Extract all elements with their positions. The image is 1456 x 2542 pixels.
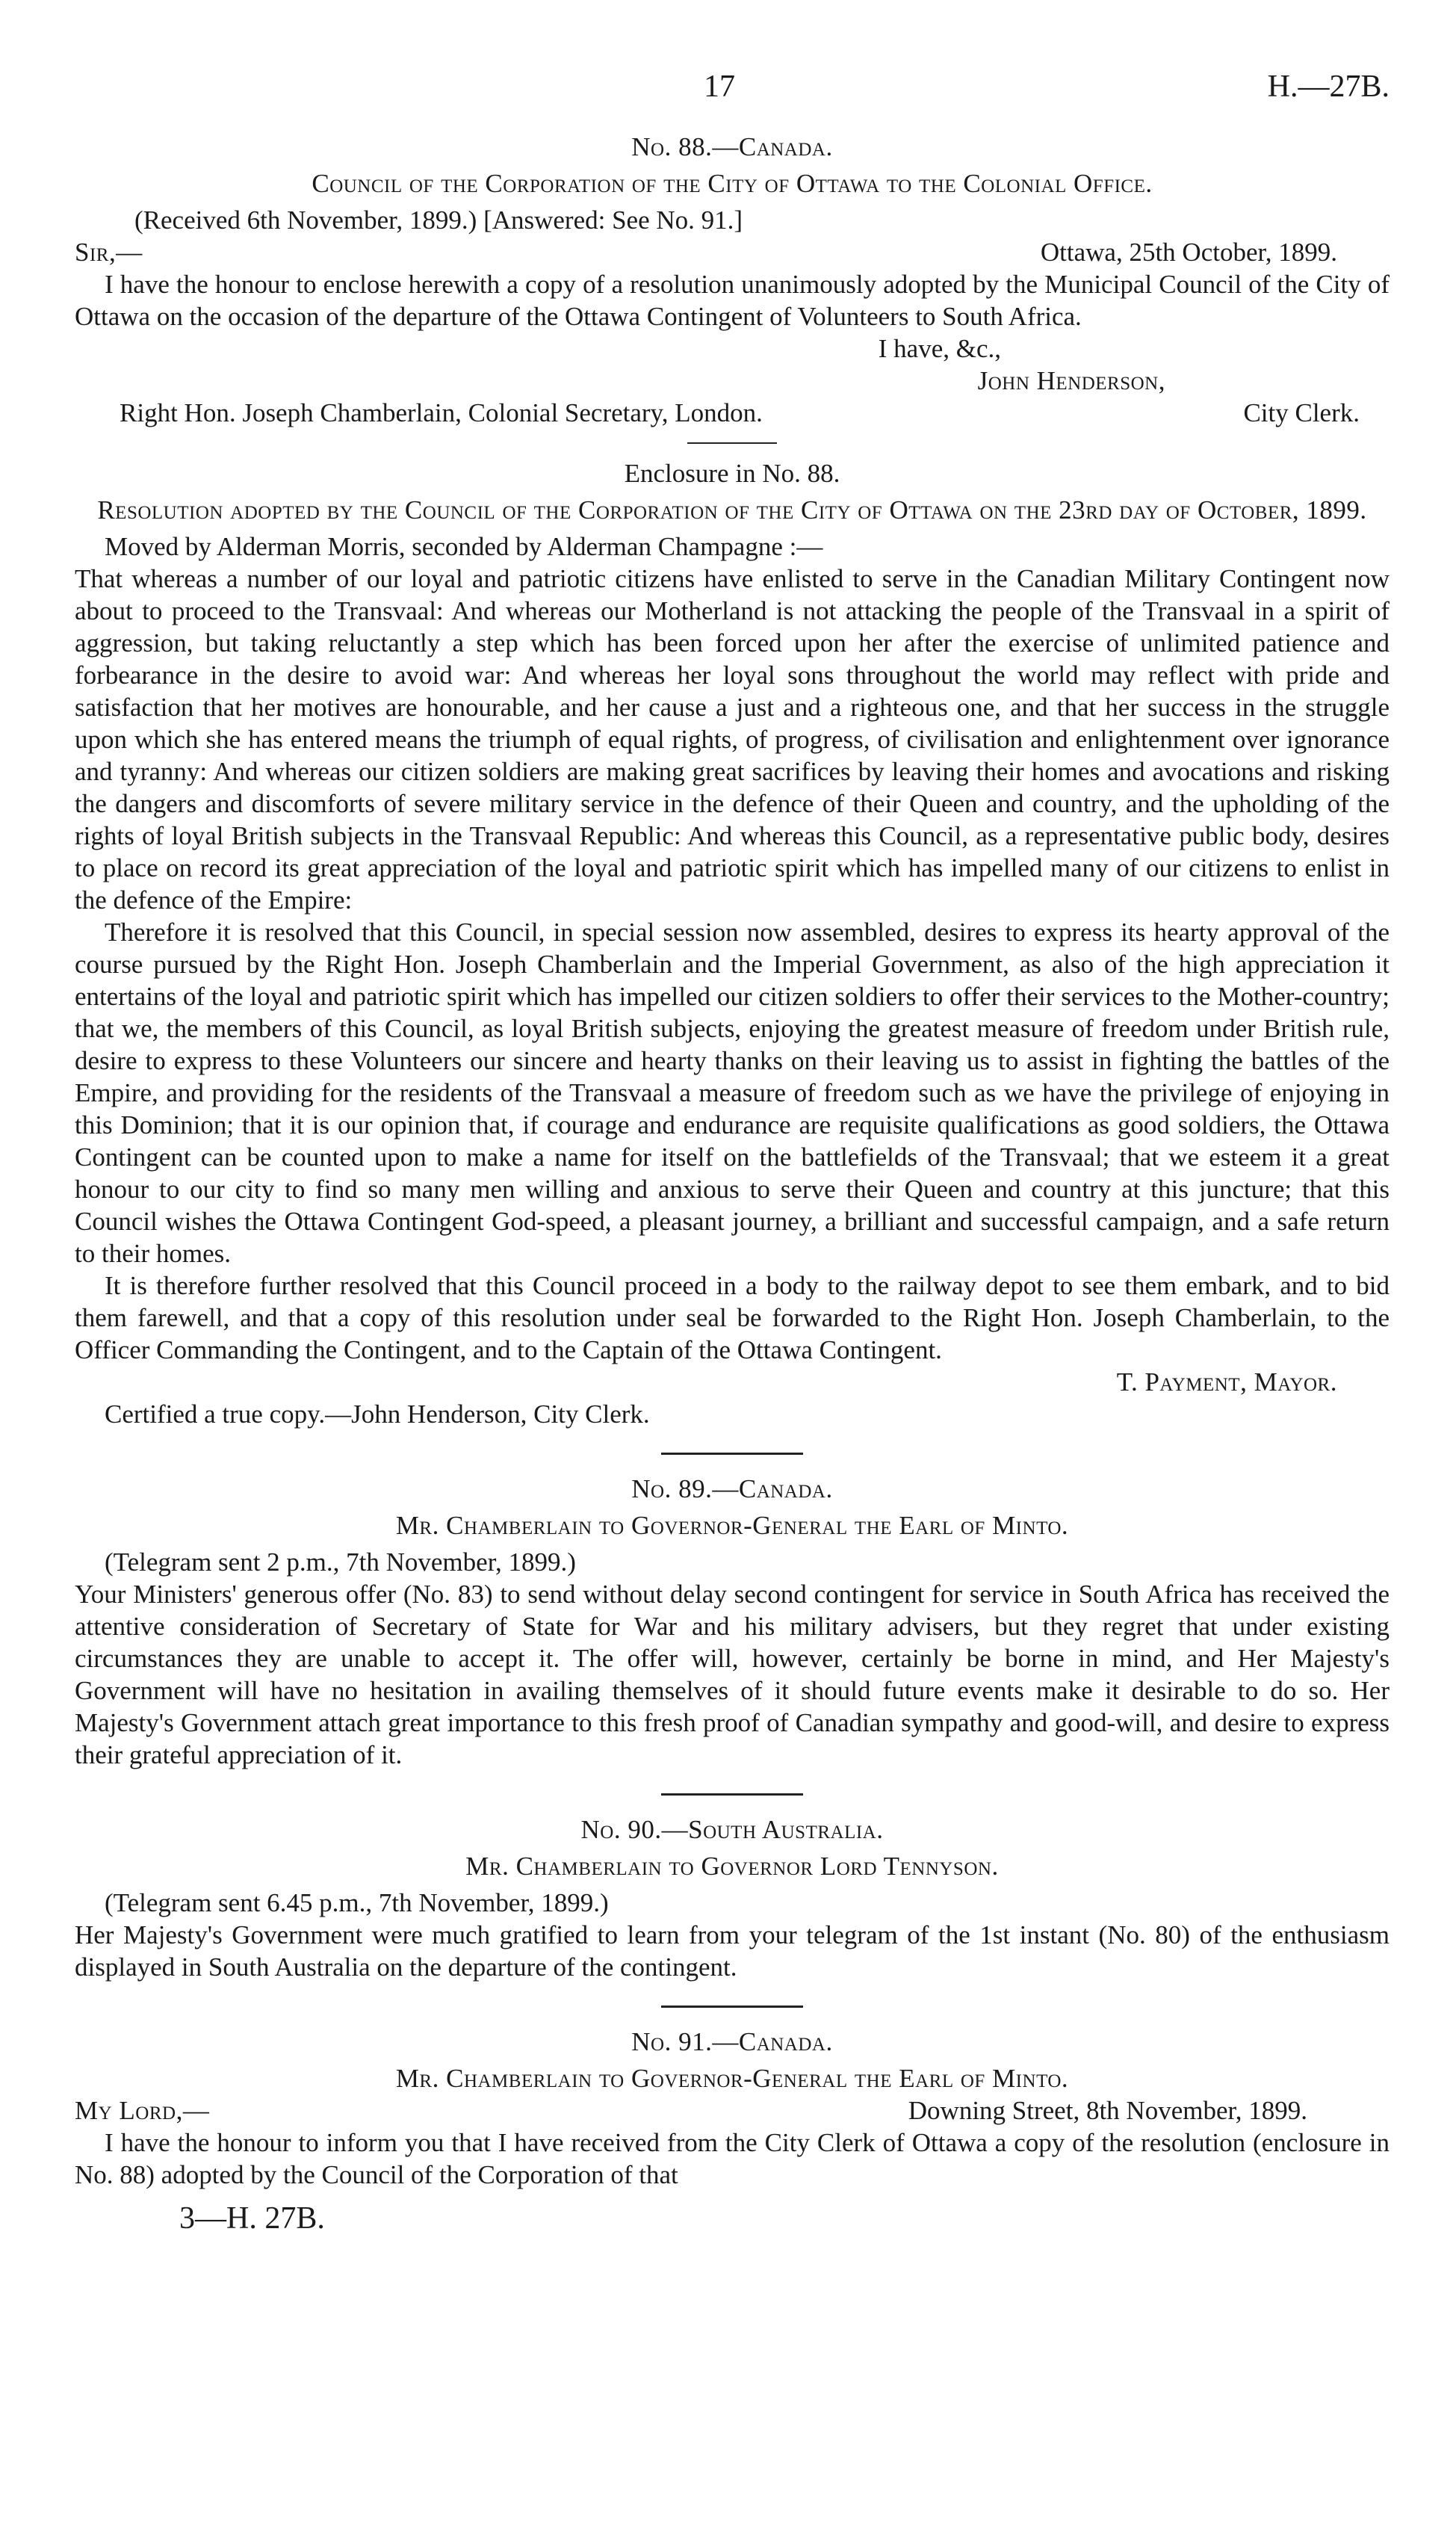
doc90-telegram: (Telegram sent 6.45 p.m., 7th November, 1899.): [105, 1888, 609, 1917]
enclosure88-moved: Moved by Alderman Morris, seconded by Alderman Champagne :—: [105, 532, 823, 561]
doc90-title: Mr. Chamberlain to Governor Lord Tennyson.: [465, 1852, 999, 1881]
doc89-telegram: (Telegram sent 2 p.m., 7th November, 1899.): [105, 1547, 576, 1577]
section-divider: [661, 1453, 803, 1455]
doc88-title: Council of the Corporation of the City of Ottawa to the Colonial Office.: [312, 169, 1153, 198]
enclosure88-mayor: T. Payment, Mayor.: [1116, 1367, 1337, 1397]
enclosure88-heading: Enclosure in No. 88.: [624, 459, 840, 488]
page-header: [75, 71, 1390, 125]
doc89-body: Your Ministers' generous offer (No. 83) to send without delay second contingent for service in South Africa has received the attentive consideration of Secretary of State for War and his military advisers, but they regret that under existing circumstances they are unable to accept it. The offer will, however, certainly be borne in mind, and Her Majesty's Government will have no hesitation in availing themselves of it should future events make it desirable to do so. Her Majesty's Government attach great importance to this fresh proof of Canadian sympathy and good-will, and desire to express their grateful appreciation of it.: [75, 1580, 1390, 1769]
signature-mark: 3—H. 27B.: [179, 2201, 325, 2236]
enclosure88-title: Resolution adopted by the Council of the Corporation of the City of Ottawa on the 23rd day of October, 1899.: [97, 495, 1367, 525]
doc91-salutation: My Lord,—: [75, 2096, 210, 2125]
doc88-signatory-title: City Clerk.: [1243, 398, 1360, 427]
section-divider: [661, 2006, 803, 2008]
enclosure88-para1: That whereas a number of our loyal and patriotic citizens have enlisted to serve in the Canadian Military Contingent now about to proceed to the Transvaal: And whereas our Motherland is not attacking the people of the Transvaal in a spirit of aggression, but taking reluctantly a step which has been forced upon her after the exercise of unlimited patience and forbearance in the desire to avoid war: And whereas her loyal sons throughout the world may reflect with pride and satisfaction that her motives are honourable, and her cause a just and a righteous one, and that her success in the struggle upon which she has entered means the triumph of equal rights, of progress, of civilisation and enlightenment over ignorance and tyranny: And whereas our citizen soldiers are making great sacrifices by leaving their homes and avocations and risking the dangers and discomforts of severe military service in the defence of their Queen and country, and the upholding of the rights of loyal British subjects in the Transvaal Republic: And whereas this Council, as a representative public body, desires to place on record its great appreciation of the loyal and patriotic spirit which has impelled many of our citizens to enlist in the defence of the Empire:: [75, 564, 1390, 915]
doc88-closing: I have, &c.,: [878, 334, 1001, 363]
doc88-received: (Received 6th November, 1899.) [Answered: See No. 91.]: [134, 205, 743, 235]
doc90-number: No. 90.—South Australia.: [580, 1815, 884, 1844]
document-page: [75, 71, 1390, 2235]
section-divider: [687, 442, 777, 444]
doc89-number: No. 89.—Canada.: [631, 1474, 833, 1503]
doc88-number: No. 88.—Canada.: [631, 132, 833, 161]
doc91-body: I have the honour to inform you that I have received from the City Clerk of Ottawa a copy of the resolution (enclosure in No. 88) adopted by the Council of the Corporation of that: [75, 2128, 1390, 2189]
paper-reference: H.—27B.: [1267, 69, 1390, 104]
doc88-signatory: John Henderson,: [977, 366, 1165, 395]
doc88-addressee: Right Hon. Joseph Chamberlain, Colonial Secretary, London.: [120, 398, 763, 427]
doc91-number: No. 91.—Canada.: [631, 2027, 833, 2056]
doc88-place-date: Ottawa, 25th October, 1899.: [1040, 238, 1337, 267]
doc89-title: Mr. Chamberlain to Governor-General the Earl of Minto.: [395, 1511, 1069, 1540]
doc88-salutation: Sir,—: [75, 238, 143, 267]
doc90-body: Her Majesty's Government were much gratified to learn from your telegram of the 1st instant (No. 80) of the enthusiasm displayed in South Australia on the departure of the contingent.: [75, 1920, 1390, 1982]
doc91-title: Mr. Chamberlain to Governor-General the Earl of Minto.: [395, 2064, 1069, 2093]
doc88-body: I have the honour to enclose herewith a copy of a resolution unanimously adopted by the Municipal Council of the City of Ottawa on the occasion of the departure of the Ottawa Contingent of Volunteers to South Africa.: [75, 270, 1390, 331]
enclosure88-certified: Certified a true copy.—John Henderson, City Clerk.: [105, 1400, 650, 1429]
doc91-place-date: Downing Street, 8th November, 1899.: [908, 2096, 1307, 2125]
section-divider: [661, 1793, 803, 1796]
page-number: 17: [704, 69, 735, 104]
enclosure88-para2: Therefore it is resolved that this Council, in special session now assembled, desires to express its hearty approval of the course pursued by the Right Hon. Joseph Chamberlain and the Imperial Government, as also of the high appreciation it entertains of the loyal and patriotic spirit which has impelled our citizen soldiers to offer their services to the Mother-country; that we, the members of this Council, as loyal British subjects, enjoying the greatest measure of freedom under British rule, desire to express to these Volunteers our sincere and hearty thanks on their leaving us to assist in fighting the battles of the Empire, and providing for the residents of the Transvaal a measure of freedom such as we have the privilege of enjoying in this Dominion; that it is our opinion that, if courage and endurance are requisite qualifications as good soldiers, the Ottawa Contingent can be counted upon to make a name for itself on the battlefields of the Transvaal; that we esteem it a great honour to our city to find so many men willing and anxious to serve their Queen and country at this juncture; that this Council wishes the Ottawa Contingent God-speed, a pleasant journey, a brilliant and successful campaign, and a safe return to their homes.: [75, 918, 1390, 1268]
enclosure88-para3: It is therefore further resolved that this Council proceed in a body to the railway depot to see them embark, and to bid them farewell, and that a copy of this resolution under seal be forwarded to the Right Hon. Joseph Chamberlain, to the Officer Commanding the Contingent, and to the Captain of the Ottawa Contingent.: [75, 1271, 1390, 1364]
